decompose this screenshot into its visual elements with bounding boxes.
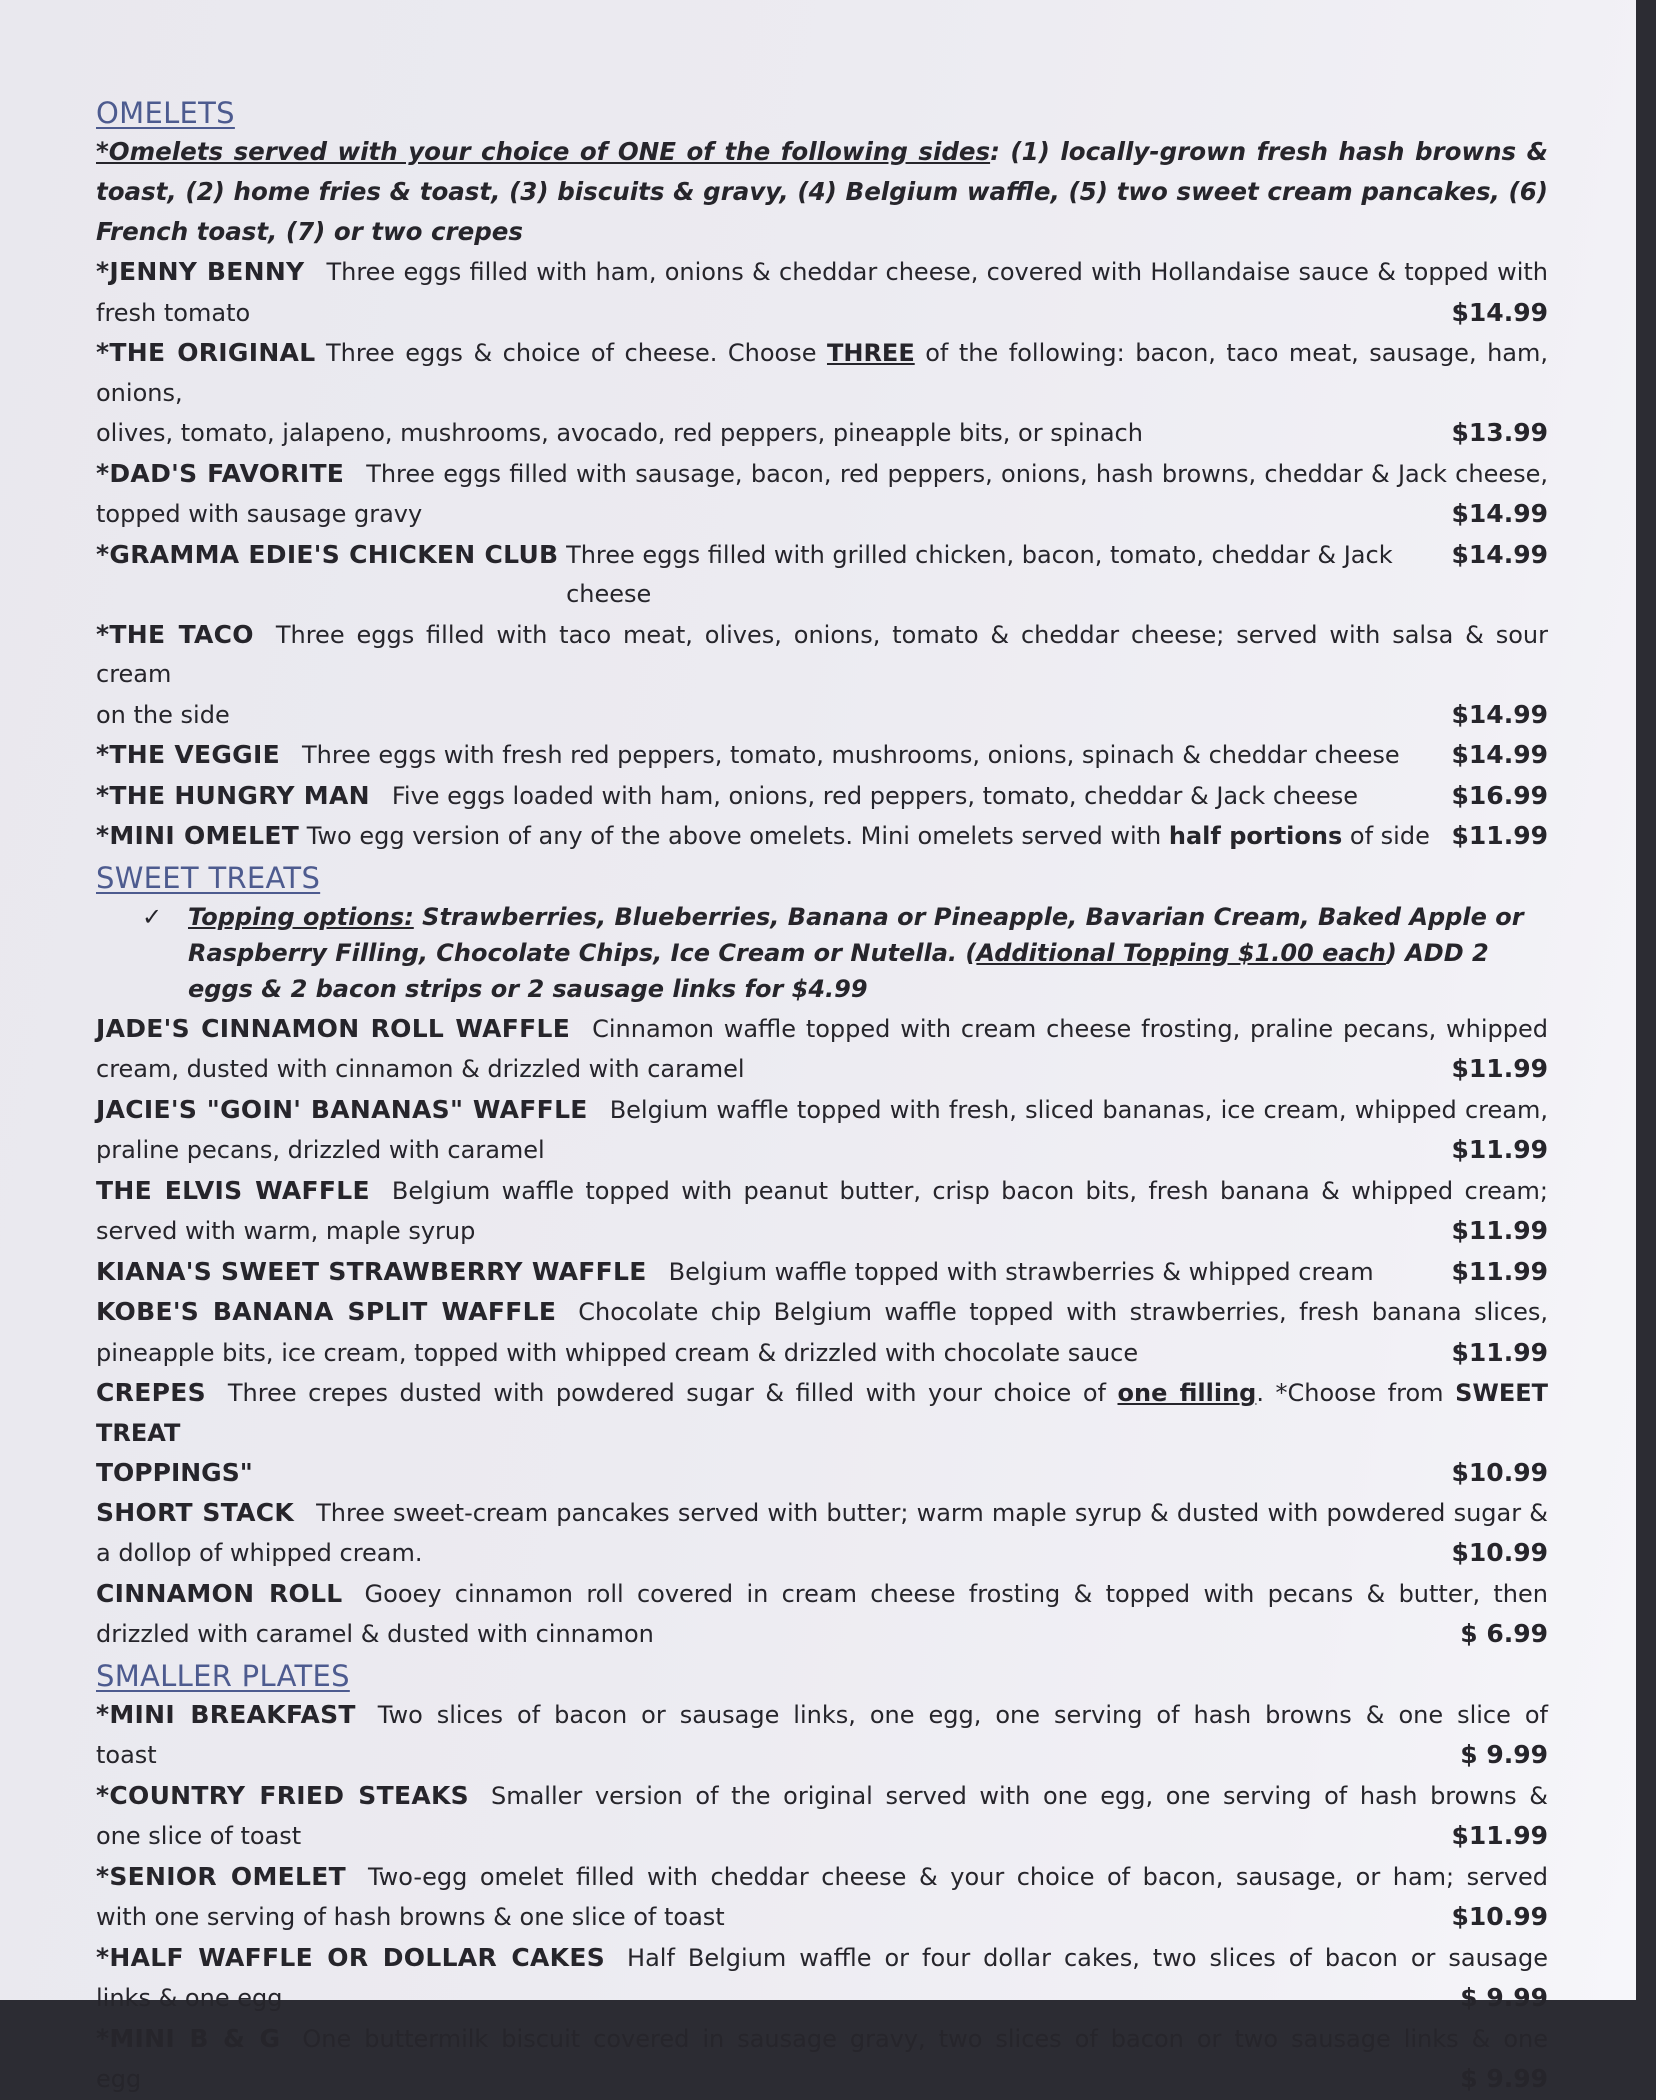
item-desc-cont: TOPPINGS"	[96, 1458, 253, 1487]
item-price: $11.99	[1451, 1337, 1548, 1367]
topping-extra-price: Additional Topping $1.00 each	[976, 938, 1386, 967]
item-desc-emphasis: one filling	[1117, 1379, 1257, 1407]
section-title-omelets: OMELETS	[96, 96, 235, 130]
item-desc: Two slices of bacon or sausage links, one egg, one serving of hash browns & one slice of	[377, 1700, 1549, 1729]
item-desc-cont: drizzled with caramel & dusted with cinnamon	[96, 1620, 654, 1648]
omelet-note-lead: *Omelets served with your choice of ONE of the following sides	[96, 137, 991, 166]
item-desc-cont: with one serving of hash browns & one slice of toast	[96, 1903, 725, 1931]
menu-item	[96, 1574, 1548, 1655]
item-desc: Three sweet-cream pancakes served with butter; warm maple syrup & dusted with powdered sugar &	[316, 1498, 1548, 1527]
item-desc: Three eggs with fresh red peppers, tomato, mushrooms, onions, spinach & cheddar cheese	[301, 741, 1400, 769]
item-price: $ 6.99	[1460, 1619, 1548, 1648]
item-name: *THE TACO	[96, 619, 254, 649]
item-name: *THE ORIGINAL	[96, 338, 316, 367]
item-price: $10.99	[1451, 1538, 1548, 1567]
item-price: $14.99	[1451, 499, 1548, 528]
item-name: *COUNTRY FRIED STEAKS	[96, 1780, 469, 1810]
item-name: JACIE'S "GOIN' BANANAS" WAFFLE	[96, 1094, 588, 1124]
item-price: $14.99	[1451, 699, 1548, 729]
item-desc: Three eggs & choice of cheese. Choose	[325, 339, 817, 367]
item-desc: Belgium waffle topped with fresh, sliced bananas, ice cream, whipped cream,	[609, 1095, 1549, 1124]
item-desc: of the following: bacon, taco meat, sausage, ham, onions,	[96, 339, 1548, 407]
item-desc: Smaller version of the original served with one egg, one serving of hash browns &	[490, 1781, 1549, 1810]
item-price: $13.99	[1451, 418, 1548, 447]
menu-item	[96, 1090, 1548, 1171]
menu-item	[96, 1171, 1548, 1252]
item-price: $11.99	[1451, 1216, 1548, 1245]
item-name: CINNAMON ROLL	[96, 1578, 343, 1608]
item-desc-emphasis: THREE	[826, 339, 915, 367]
item-desc: One buttermilk biscuit covered in sausage gravy, two slices of bacon or two sausage links & one	[302, 2024, 1548, 2053]
topping-list: Strawberries, Blueberries, Banana or Pineapple, Bavarian Cream, Baked Apple or Raspberry Filling, Chocolate Chips, Ice Cream or Nutella. (	[188, 902, 1524, 967]
item-price: $14.99	[1451, 539, 1548, 569]
item-price: $10.99	[1451, 1902, 1548, 1931]
item-desc: Three eggs filled with sausage, bacon, red peppers, onions, hash browns, cheddar & Jack cheese,	[366, 459, 1549, 488]
menu-item	[96, 1009, 1548, 1090]
item-desc-cont: one slice of toast	[96, 1822, 302, 1850]
menu-item	[96, 1252, 1548, 1293]
item-name: *JENNY BENNY	[96, 257, 305, 286]
menu-item	[96, 454, 1548, 535]
item-desc: Two-egg omelet filled with cheddar cheese & your choice of bacon, sausage, or ham; served	[367, 1862, 1548, 1891]
item-name: CREPES	[96, 1378, 206, 1407]
item-desc-cont: cream, dusted with cinnamon & drizzled with caramel	[96, 1055, 745, 1083]
item-price: $10.99	[1451, 1458, 1548, 1487]
menu-item	[96, 776, 1548, 817]
item-desc: Three eggs filled with ham, onions & cheddar cheese, covered with Hollandaise sauce & topped with	[326, 258, 1549, 286]
item-name: *MINI B & G	[96, 2023, 281, 2053]
item-desc-cont: olives, tomato, jalapeno, mushrooms, avocado, red peppers, pineapple bits, or spinach	[96, 419, 1143, 447]
item-desc-cont: a dollop of whipped cream.	[96, 1539, 423, 1567]
menu-item	[96, 333, 1548, 454]
topping-options	[142, 899, 1548, 1007]
item-name: JADE'S CINNAMON ROLL WAFFLE	[96, 1013, 571, 1043]
item-price: $11.99	[1451, 1054, 1548, 1083]
checkmark-icon: ✓	[142, 902, 163, 931]
item-name: *DAD'S FAVORITE	[96, 458, 345, 488]
item-price: $ 9.99	[1460, 2064, 1548, 2093]
item-name: SHORT STACK	[96, 1497, 295, 1527]
item-name: *SENIOR OMELET	[96, 1861, 346, 1891]
item-price: $11.99	[1451, 1256, 1548, 1286]
topping-lead: Topping options:	[188, 902, 414, 931]
item-price: $14.99	[1451, 297, 1548, 327]
item-desc-bold: SWEET TREAT	[96, 1379, 1548, 1447]
item-name: *GRAMMA EDIE'S CHICKEN CLUB	[96, 539, 559, 569]
menu-item	[96, 252, 1548, 333]
item-desc: Chocolate chip Belgium waffle topped with strawberries, fresh banana slices,	[578, 1298, 1548, 1326]
item-desc-cont: praline pecans, drizzled with caramel	[96, 1136, 545, 1164]
item-price: $14.99	[1451, 740, 1548, 769]
item-desc-cont: fresh tomato	[96, 298, 251, 327]
topping-addon: ) ADD 2 eggs & 2 bacon strips or 2 sausage links for $4.99	[188, 938, 1489, 1003]
section-title-smaller-plates: SMALLER PLATES	[96, 1658, 350, 1693]
item-desc: Three eggs filled with grilled chicken, bacon, tomato, cheddar & Jack cheese	[566, 540, 1393, 608]
item-name: KOBE'S BANANA SPLIT WAFFLE	[96, 1297, 557, 1326]
menu-item	[96, 1493, 1548, 1574]
item-name: *THE VEGGIE	[96, 740, 280, 769]
item-price: $ 9.99	[1460, 1740, 1548, 1769]
item-desc-cont: on the side	[96, 700, 230, 729]
item-desc-cont: pineapple bits, ice cream, topped with whipped cream & drizzled with chocolate sauce	[96, 1338, 1139, 1367]
item-desc-emphasis: half portions	[1168, 822, 1343, 850]
item-price: $ 9.99	[1460, 1983, 1548, 2012]
item-desc-cont: served with warm, maple syrup	[96, 1217, 476, 1245]
item-desc: Belgium waffle topped with strawberries & whipped cream	[668, 1257, 1374, 1286]
item-name: KIANA'S SWEET STRAWBERRY WAFFLE	[96, 1256, 647, 1286]
item-price: $11.99	[1451, 1821, 1548, 1850]
menu-item	[96, 1857, 1548, 1938]
menu-item	[96, 1373, 1548, 1493]
menu-item	[96, 2019, 1548, 2100]
item-desc: Gooey cinnamon roll covered in cream cheese frosting & topped with pecans & butter, then	[364, 1579, 1548, 1608]
item-desc: Five eggs loaded with ham, onions, red peppers, tomato, cheddar & Jack cheese	[391, 781, 1359, 810]
omelet-note-rest: : (1) locally-grown fresh hash browns & toast, (2) home fries & toast, (3) biscuits & gravy, (4) Belgium waffle, (5) two sweet cream pancakes, (6) French toast, (7) or two crepes	[96, 137, 1548, 246]
menu-item	[96, 816, 1548, 857]
item-name: *HALF WAFFLE OR DOLLAR CAKES	[96, 1942, 606, 1972]
item-desc: Cinnamon waffle topped with cream cheese frosting, praline pecans, whipped	[592, 1014, 1548, 1043]
item-name: THE ELVIS WAFFLE	[96, 1175, 370, 1205]
menu-item	[96, 615, 1548, 736]
menu-item	[96, 1695, 1548, 1776]
item-desc-cont: links & one egg	[96, 1984, 283, 2012]
item-name: *MINI OMELET	[96, 821, 300, 850]
item-name: *MINI BREAKFAST	[96, 1699, 356, 1729]
item-desc-cont: toast	[96, 1741, 157, 1769]
omelet-sides-note	[96, 132, 1548, 252]
menu-item	[96, 1776, 1548, 1857]
item-price: $16.99	[1451, 780, 1548, 810]
item-price: $11.99	[1451, 1135, 1548, 1164]
item-desc: Three eggs filled with taco meat, olives, onions, tomato & cheddar cheese; served with salsa & sour cream	[96, 620, 1549, 688]
menu-item	[96, 1938, 1548, 2019]
item-name: *THE HUNGRY MAN	[96, 780, 370, 810]
item-desc: . *Choose from	[1256, 1379, 1444, 1407]
item-desc: Belgium waffle topped with peanut butter, crisp bacon bits, fresh banana & whipped cream;	[391, 1176, 1549, 1205]
item-desc-cont: egg	[96, 2065, 142, 2093]
item-desc: Three crepes dusted with powdered sugar & filled with your choice of	[227, 1379, 1106, 1407]
menu-item	[96, 735, 1548, 776]
section-title-sweet-treats: SWEET TREATS	[96, 860, 321, 895]
item-desc: Half Belgium waffle or four dollar cakes, two slices of bacon or sausage	[627, 1943, 1549, 1972]
item-desc-cont: topped with sausage gravy	[96, 500, 423, 528]
menu-item	[96, 535, 1548, 615]
item-desc: Two egg version of any of the above omelets. Mini omelets served with half portions of side	[306, 822, 1430, 850]
menu-item	[96, 1292, 1548, 1373]
item-price: $11.99	[1451, 821, 1548, 850]
